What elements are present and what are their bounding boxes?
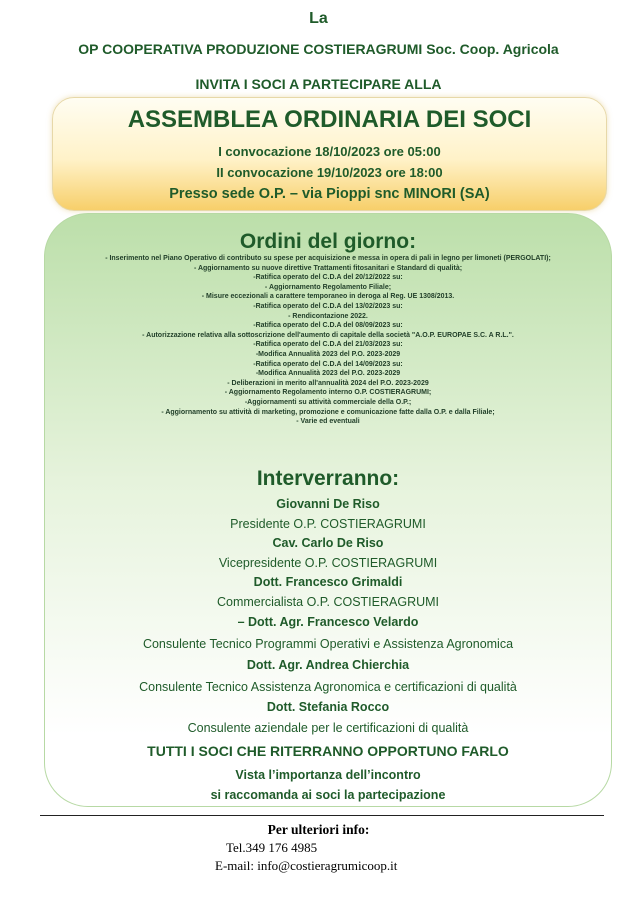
speaker-name: Dott. Francesco Grimaldi bbox=[253, 575, 403, 589]
speaker-name: Giovanni De Riso bbox=[276, 497, 380, 511]
speaker-role: Commercialista O.P. COSTIERAGRUMI bbox=[216, 595, 440, 609]
speaker-name: Dott. Stefania Rocco bbox=[266, 700, 390, 714]
agenda-item: - Inserimento nel Piano Operativo di contributo su spese per acquisizione e messa in opera di pali in legno per limoneti (PERGOLATI); bbox=[105, 255, 551, 262]
agenda-item: -Ratifica operato del C.D.A del 20/12/2022 su: bbox=[253, 274, 403, 282]
agenda-item: - Varie ed eventuali bbox=[296, 418, 360, 426]
agenda-item: - Deliberazioni in merito all'annualità 2024 del P.O. 2023-2029 bbox=[227, 379, 429, 387]
speaker-role: Consulente Tecnico Assistenza Agronomica e certificazioni di qualità bbox=[139, 680, 517, 694]
agenda-item: - Aggiornamento su attività di marketing, promozione e comunicazione fatte dalla O.P. e dalla Filiale; bbox=[161, 408, 495, 416]
first-convocation: I convocazione 18/10/2023 ore 05:00 bbox=[218, 144, 441, 159]
intro-text: La bbox=[309, 10, 328, 27]
closing-line-2: si raccomanda ai soci la partecipazione bbox=[210, 788, 446, 802]
invitation-text: INVITA I SOCI A PARTECIPARE ALLA bbox=[195, 76, 442, 92]
info-title: Per ulteriori info: bbox=[267, 822, 370, 837]
speaker-name: Cav. Carlo De Riso bbox=[272, 536, 384, 550]
agenda-item: -Ratifica operato del C.D.A del 13/02/2023 su: bbox=[253, 302, 403, 310]
speaker-role: Consulente Tecnico Programmi Operativi e Assistenza Agronomica bbox=[142, 637, 514, 651]
contact-email: E-mail: info@costieragrumicoop.it bbox=[215, 858, 398, 873]
agenda-list bbox=[45, 254, 611, 427]
all-members-heading: TUTTI I SOCI CHE RITERRANNO OPPORTUNO FARLO bbox=[147, 743, 509, 759]
agenda-item: - Aggiornamento su nuove direttive Trattamenti fitosanitari e Standard di qualità; bbox=[193, 264, 463, 272]
agenda-item: - Autorizzazione relativa alla sottoscrizione dell'aumento di capitale della società "A.O.P. EUROPAE S.C. A R.L.". bbox=[142, 331, 514, 339]
closing-line-1: Vista l’importanza dell’incontro bbox=[235, 768, 421, 782]
speaker-role: Consulente aziendale per le certificazioni di qualità bbox=[187, 721, 469, 735]
agenda-panel bbox=[44, 213, 612, 807]
agenda-item: -Aggiornamenti su attività commerciale della O.P.; bbox=[244, 398, 412, 406]
speaker-name: Dott. Agr. Andrea Chierchia bbox=[246, 658, 410, 672]
banner-title: ASSEMBLEA ORDINARIA DEI SOCI bbox=[127, 106, 532, 133]
agenda-item: -Ratifica operato del C.D.A del 21/03/2023 su: bbox=[253, 341, 403, 349]
agenda-item: -Ratifica operato del C.D.A del 14/09/2023 su: bbox=[253, 360, 403, 368]
agenda-item: - Aggiornamento Regolamento Filiale; bbox=[264, 283, 392, 291]
agenda-item: -Modifica Annualità 2023 del P.O. 2023-2029 bbox=[255, 370, 401, 378]
speaker-role: Vicepresidente O.P. COSTIERAGRUMI bbox=[218, 556, 438, 570]
speaker-name: – Dott. Agr. Francesco Velardo bbox=[237, 615, 419, 629]
agenda-title: Ordini del giorno: bbox=[239, 230, 417, 253]
second-convocation: II convocazione 19/10/2023 ore 18:00 bbox=[216, 165, 443, 180]
contact-phone: Tel.349 176 4985 bbox=[226, 840, 318, 855]
agenda-item: - Rendicontazione 2022. bbox=[288, 312, 368, 320]
footer-divider bbox=[40, 815, 604, 816]
speaker-role: Presidente O.P. COSTIERAGRUMI bbox=[230, 517, 426, 531]
agenda-item: -Ratifica operato del C.D.A del 08/09/2023 su: bbox=[253, 322, 403, 330]
organization-name: OP COOPERATIVA PRODUZIONE COSTIERAGRUMI Soc. Coop. Agricola bbox=[78, 41, 559, 57]
venue-text: Presso sede O.P. – via Pioppi snc MINORI (SA) bbox=[169, 186, 490, 202]
agenda-item: -Modifica Annualità 2023 del P.O. 2023-2029 bbox=[255, 350, 401, 358]
agenda-item: - Aggiornamento Regolamento interno O.P. COSTIERAGRUMI; bbox=[224, 389, 432, 397]
meeting-banner bbox=[52, 97, 607, 211]
speakers-title: Interverranno: bbox=[256, 467, 400, 490]
agenda-item: - Misure eccezionali a carattere temporaneo in deroga al Reg. UE 1308/2013. bbox=[201, 293, 455, 301]
